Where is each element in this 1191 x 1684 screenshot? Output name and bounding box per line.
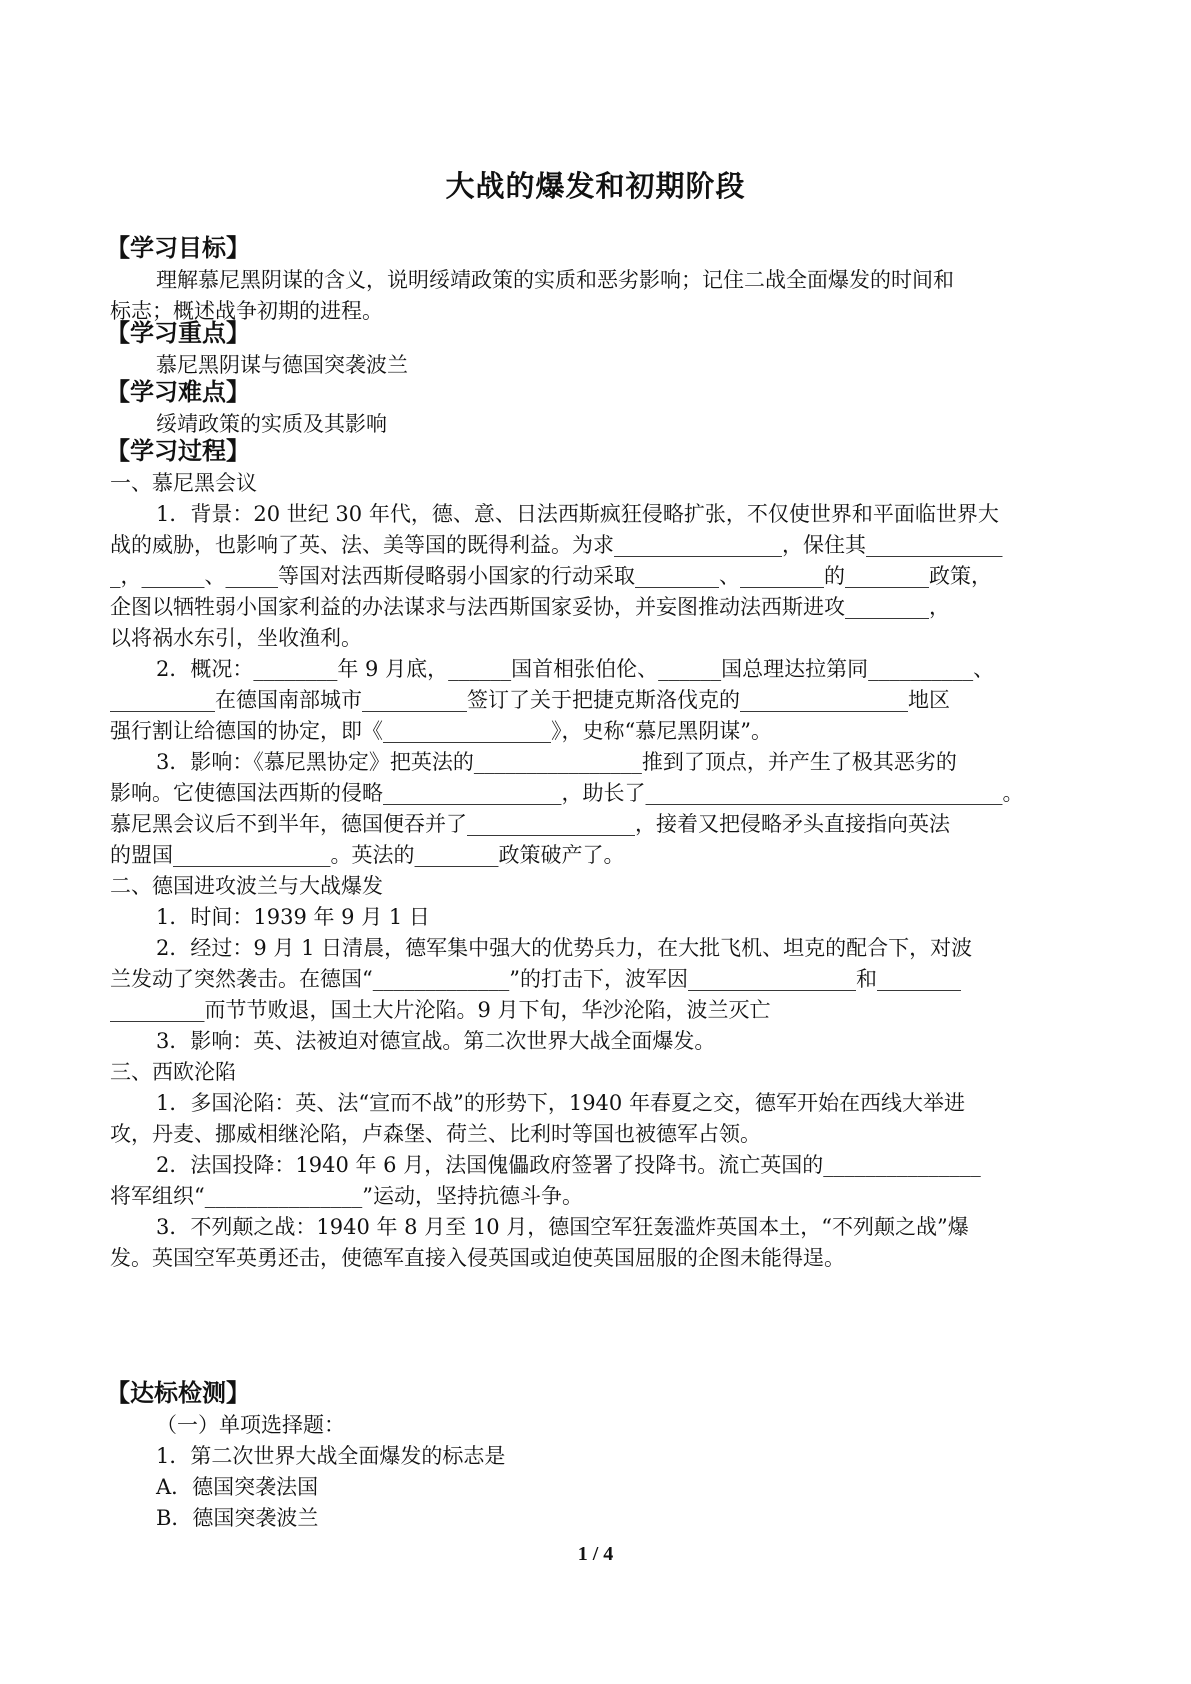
process-line: 1．背景：20 世纪 30 年代，德、意、日法西斯疯狂侵略扩张，不仅使世界和平面临世界大 (156, 502, 999, 526)
process-line: 慕尼黑会议后不到半年，德国便吞并了________________，接着又把侵略矛头直接指向英法 (110, 812, 950, 836)
difficulty-heading: 【学习难点】 (106, 377, 250, 406)
subsection-heading: 二、德国进攻波兰与大战爆发 (110, 874, 383, 898)
test-option: A．德国突袭法国 (156, 1475, 319, 1499)
test-line: 1．第二次世界大战全面爆发的标志是 (156, 1444, 506, 1468)
subsection-heading: 三、西欧沦陷 (110, 1060, 236, 1084)
section-test (106, 1376, 1085, 1534)
process-line: 攻，丹麦、挪威相继沦陷，卢森堡、荷兰、比利时等国也被德军占领。 (110, 1122, 761, 1146)
goals-line: 理解慕尼黑阴谋的含义，说明绥靖政策的实质和恶劣影响；记住二战全面爆发的时间和 (156, 268, 954, 292)
focus-heading: 【学习重点】 (106, 318, 250, 347)
process-line: 的盟国_______________。英法的________政策破产了。 (110, 843, 625, 867)
page-title: 大战的爆发和初期阶段 (445, 169, 746, 203)
process-line: _________而节节败退，国土大片沦陷。9 月下旬，华沙沦陷，波兰灭亡 (110, 998, 771, 1022)
process-line: 兰发动了突然袭击。在德国“_____________”的打击下，波军因________________和________ (110, 967, 961, 991)
goals-heading: 【学习目标】 (106, 233, 250, 262)
process-line: 2．法国投降：1940 年 6 月，法国傀儡政府签署了投降书。流亡英国的_______________ (156, 1153, 981, 1177)
section-difficulty (106, 375, 1085, 440)
process-line: 发。英国空军英勇还击，使德军直接入侵英国或迫使英国屈服的企图未能得逞。 (110, 1246, 845, 1270)
process-heading: 【学习过程】 (106, 436, 250, 465)
process-line: __________在德国南部城市__________签订了关于把捷克斯洛伐克的________________地区 (110, 688, 950, 712)
process-line: 1．多国沦陷：英、法“宣而不战”的形势下，1940 年春夏之交，德军开始在西线大举进 (156, 1091, 965, 1115)
process-line: 1．时间：1939 年 9 月 1 日 (156, 905, 430, 929)
process-line: 将军组织“_______________”运动，坚持抗德斗争。 (110, 1184, 583, 1208)
process-line: 2．经过：9 月 1 日清晨，德军集中强大的优势兵力，在大批飞机、坦克的配合下，对波 (156, 936, 973, 960)
section-process (106, 434, 1085, 1274)
process-line: 以将祸水东引，坐收渔利。 (110, 626, 362, 650)
section-focus (106, 316, 1085, 381)
process-line: 战的威胁，也影响了英、法、美等国的既得利益。为求________________，保住其_____________ (110, 533, 1003, 557)
process-line: 2．概况：________年 9 月底，______国首相张伯伦、______国总理达拉第同__________、 (156, 657, 995, 681)
focus-line: 慕尼黑阴谋与德国突袭波兰 (156, 353, 408, 377)
test-line: （一）单项选择题： (156, 1413, 345, 1437)
difficulty-line: 绥靖政策的实质及其影响 (156, 412, 387, 436)
process-line: 3．影响：《慕尼黑协定》把英法的________________推到了顶点，并产生了极其恶劣的 (156, 750, 957, 774)
section-goals (106, 231, 1085, 327)
test-option: B．德国突袭波兰 (156, 1506, 319, 1530)
page-number: 1 / 4 (577, 1543, 614, 1565)
process-line: _，______、_____等国对法西斯侵略弱小国家的行动采取________、________的________政策， (110, 564, 992, 588)
process-line: 3．不列颠之战：1940 年 8 月至 10 月，德国空军狂轰滥炸英国本土，“不列颠之战”爆 (156, 1215, 969, 1239)
process-line: 影响。它使德国法西斯的侵略_________________，助长了__________________________________。 (110, 781, 1024, 805)
process-line: 3．影响：英、法被迫对德宣战。第二次世界大战全面爆发。 (156, 1029, 716, 1053)
test-heading: 【达标检测】 (106, 1378, 250, 1407)
process-line: 企图以牺牲弱小国家利益的办法谋求与法西斯国家妥协，并妄图推动法西斯进攻________， (110, 595, 950, 619)
subsection-heading: 一、慕尼黑会议 (110, 471, 257, 495)
process-line: 强行割让给德国的协定，即《________________》，史称“慕尼黑阴谋”。 (110, 719, 772, 743)
goals-line: 标志；概述战争初期的进程。 (110, 299, 383, 323)
